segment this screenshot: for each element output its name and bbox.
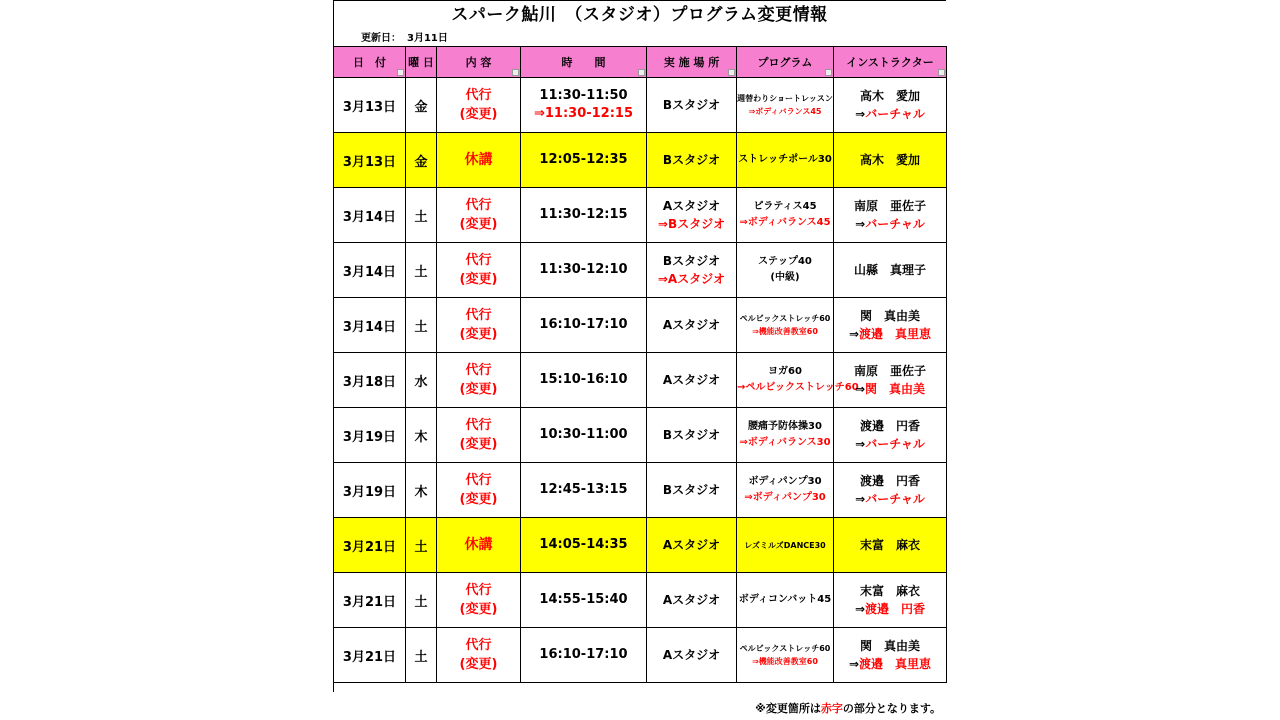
program-original: 腰痛予防体操30	[748, 421, 822, 432]
location-cell	[647, 408, 737, 463]
location-original: Aスタジオ	[662, 318, 721, 332]
page-title: スパーク鮎川 （スタジオ）プログラム変更情報	[451, 5, 828, 25]
date-cell	[334, 298, 406, 353]
instructor-changed: ⇒バーチャル	[855, 107, 925, 121]
program-original: ステップ40	[758, 256, 812, 267]
table-row	[334, 188, 947, 243]
header-content[interactable]: 内 容	[437, 47, 521, 78]
content-note: (変更)	[459, 437, 498, 452]
time-cell	[521, 133, 647, 188]
table-row	[334, 408, 947, 463]
time-original: 11:30-11:50	[539, 88, 628, 103]
program-cell	[737, 298, 834, 353]
dow-text: 木	[414, 429, 428, 445]
date-cell	[334, 353, 406, 408]
location-cell	[647, 463, 737, 518]
program-cell	[737, 628, 834, 683]
program-changed: ⇒ボディバランス45	[748, 107, 822, 116]
date-text: 3月18日	[342, 374, 397, 390]
location-original: Bスタジオ	[662, 98, 721, 112]
content-cell	[437, 298, 521, 353]
date-cell	[334, 628, 406, 683]
program-original: ストレッチポール30	[738, 154, 832, 165]
content-cell	[437, 353, 521, 408]
date-text: 3月14日	[342, 264, 397, 280]
header-date[interactable]: 日 付	[334, 47, 406, 78]
program-cell	[737, 353, 859, 408]
instructor-original: 渡邉 円香	[859, 419, 920, 433]
instructor-cell	[834, 408, 947, 463]
content-cell	[437, 133, 521, 188]
date-text: 3月13日	[342, 154, 397, 170]
instructor-cell	[834, 188, 947, 243]
filter-dropdown-icon[interactable]	[638, 69, 645, 76]
dow-text: 土	[414, 264, 428, 280]
location-cell	[647, 188, 737, 243]
instructor-original: 南原 亜佐子	[853, 199, 926, 213]
content-type: 代行	[465, 253, 492, 268]
dow-text: 金	[414, 99, 428, 115]
location-original: Aスタジオ	[662, 373, 721, 387]
dow-cell	[406, 188, 437, 243]
dow-text: 土	[414, 594, 428, 610]
instructor-original: 関 真由美	[859, 639, 920, 653]
date-text: 3月21日	[342, 649, 397, 665]
table-row	[334, 628, 947, 683]
date-cell	[334, 188, 406, 243]
instructor-cell	[834, 463, 947, 518]
instructor-changed: ⇒渡邉 円香	[854, 602, 926, 616]
table-row	[334, 298, 947, 353]
program-original: ボディパンプ30	[748, 476, 822, 487]
date-text: 3月19日	[342, 429, 397, 445]
time-cell	[521, 573, 647, 628]
dow-text: 土	[414, 539, 428, 555]
filter-dropdown-icon[interactable]	[397, 69, 404, 76]
date-text: 3月19日	[342, 484, 397, 500]
table-row	[334, 78, 947, 133]
header-instructor[interactable]: インストラクター	[834, 47, 947, 78]
content-cell	[437, 573, 521, 628]
program-changed: ⇒機能改善教室60	[752, 657, 818, 666]
dow-cell	[406, 133, 437, 188]
instructor-changed: ⇒渡邉 真里恵	[848, 657, 932, 671]
content-note: (変更)	[459, 217, 498, 232]
instructor-cell	[834, 573, 947, 628]
dow-cell	[406, 628, 437, 683]
content-type: 休講	[464, 536, 493, 553]
updated-value: 3月11日	[407, 33, 448, 44]
location-cell	[647, 573, 737, 628]
header-dow[interactable]: 曜 日	[406, 47, 437, 78]
time-original: 11:30-12:15	[539, 207, 628, 222]
location-original: Aスタジオ	[662, 648, 721, 662]
table-row	[334, 243, 947, 298]
table-row	[334, 133, 947, 188]
program-original: ボディコンバット45	[738, 594, 832, 605]
date-text: 3月14日	[342, 319, 397, 335]
program-original: ペルビックストレッチ60	[739, 314, 831, 323]
location-original: Bスタジオ	[662, 483, 721, 497]
instructor-original: 高木 愛加	[859, 153, 920, 167]
program-changed: ⇒ボディバランス30	[739, 437, 831, 448]
instructor-cell	[834, 298, 947, 353]
instructor-changed: ⇒バーチャル	[855, 492, 925, 506]
location-changed: ⇒Bスタジオ	[657, 217, 726, 231]
date-cell	[334, 408, 406, 463]
dow-cell	[406, 573, 437, 628]
dow-text: 木	[414, 484, 428, 500]
program-changed: (中級)	[770, 272, 800, 283]
location-cell	[647, 353, 737, 408]
date-cell	[334, 243, 406, 298]
location-cell	[647, 628, 737, 683]
content-type: 代行	[465, 88, 492, 103]
content-cell	[437, 188, 521, 243]
time-original: 11:30-12:10	[539, 262, 628, 277]
program-cell	[737, 573, 834, 628]
instructor-cell	[834, 353, 947, 408]
location-cell	[647, 133, 737, 188]
content-cell	[437, 463, 521, 518]
content-type: 休講	[464, 151, 493, 168]
footnote: ※変更箇所は赤字の部分となります。	[755, 702, 941, 715]
table-row	[334, 573, 947, 628]
dow-text: 土	[414, 319, 428, 335]
time-cell	[521, 518, 647, 573]
sheet-top-border	[333, 0, 946, 1]
program-cell	[737, 133, 834, 188]
content-note: (変更)	[459, 657, 498, 672]
program-cell	[737, 243, 834, 298]
content-type: 代行	[465, 198, 492, 213]
content-type: 代行	[465, 583, 492, 598]
location-original: Aスタジオ	[662, 199, 721, 213]
program-cell	[737, 408, 834, 463]
location-cell	[647, 243, 737, 298]
time-original: 16:10-17:10	[539, 647, 628, 662]
filter-dropdown-icon[interactable]	[938, 69, 945, 76]
program-original: ヨガ60	[768, 366, 802, 377]
content-note: (変更)	[459, 272, 498, 287]
content-type: 代行	[465, 418, 492, 433]
content-cell	[437, 628, 521, 683]
header-time[interactable]: 時 間	[521, 47, 647, 78]
instructor-changed: ⇒バーチャル	[855, 437, 925, 451]
instructor-original: 関 真由美	[859, 309, 920, 323]
filter-dropdown-icon[interactable]	[512, 69, 519, 76]
program-changed: ⇒機能改善教室60	[752, 327, 818, 336]
dow-cell	[406, 243, 437, 298]
dow-text: 水	[414, 374, 428, 390]
content-cell	[437, 408, 521, 463]
content-type: 代行	[465, 473, 492, 488]
location-original: Bスタジオ	[662, 254, 721, 268]
filter-dropdown-icon[interactable]	[728, 69, 735, 76]
location-original: Bスタジオ	[662, 153, 721, 167]
program-changed: ⇒ボディバランス45	[739, 217, 831, 228]
time-cell	[521, 78, 647, 133]
time-original: 15:10-16:10	[539, 372, 628, 387]
instructor-cell	[834, 243, 947, 298]
location-original: Aスタジオ	[662, 593, 721, 607]
time-changed: ⇒11:30-12:15	[533, 106, 634, 121]
header-row	[334, 47, 947, 78]
instructor-original: 山縣 真理子	[853, 263, 926, 277]
program-cell	[737, 78, 834, 133]
table-row	[334, 353, 947, 408]
schedule-rows	[334, 78, 947, 683]
dow-cell	[406, 353, 437, 408]
time-cell	[521, 463, 647, 518]
dow-text: 金	[414, 154, 428, 170]
content-note: (変更)	[459, 382, 498, 397]
program-cell	[737, 188, 834, 243]
time-cell	[521, 408, 647, 463]
dow-cell	[406, 463, 437, 518]
dow-text: 土	[414, 209, 428, 225]
time-original: 16:10-17:10	[539, 317, 628, 332]
dow-cell	[406, 518, 437, 573]
date-cell	[334, 78, 406, 133]
date-cell	[334, 133, 406, 188]
time-original: 12:05-12:35	[539, 152, 628, 167]
content-cell	[437, 243, 521, 298]
instructor-original: 末富 麻衣	[859, 538, 920, 552]
program-original: レズミルズDANCE30	[744, 540, 826, 550]
content-note: (変更)	[459, 492, 498, 507]
date-cell	[334, 518, 406, 573]
date-text: 3月14日	[342, 209, 397, 225]
header-location[interactable]: 実 施 場 所	[647, 47, 737, 78]
instructor-original: 南原 亜佐子	[853, 364, 926, 378]
updated-date	[361, 33, 454, 45]
instructor-cell	[834, 78, 947, 133]
table-row	[334, 463, 947, 518]
date-text: 3月21日	[342, 539, 397, 555]
program-cell	[737, 518, 834, 573]
date-cell	[334, 463, 406, 518]
location-cell	[647, 298, 737, 353]
instructor-original: 渡邉 円香	[859, 474, 920, 488]
instructor-changed: ⇒バーチャル	[855, 217, 925, 231]
header-program[interactable]: プログラム	[737, 47, 834, 78]
updated-label: 更新日：	[361, 33, 401, 44]
dow-text: 土	[414, 649, 428, 665]
location-changed: ⇒Aスタジオ	[657, 272, 726, 286]
time-original: 12:45-13:15	[539, 482, 628, 497]
program-cell	[737, 463, 834, 518]
instructor-cell	[834, 518, 947, 573]
location-original: Bスタジオ	[662, 428, 721, 442]
time-cell	[521, 353, 647, 408]
filter-dropdown-icon[interactable]	[825, 69, 832, 76]
schedule-sheet	[333, 0, 946, 720]
time-cell	[521, 628, 647, 683]
instructor-cell	[834, 133, 947, 188]
date-text: 3月13日	[342, 99, 397, 115]
program-original: 週替わりショートレッスン	[737, 94, 833, 103]
content-type: 代行	[465, 308, 492, 323]
content-type: 代行	[465, 363, 492, 378]
location-original: Aスタジオ	[662, 538, 721, 552]
location-cell	[647, 518, 737, 573]
program-changed: ⇒ボディパンプ30	[744, 492, 826, 503]
content-cell	[437, 518, 521, 573]
table-row	[334, 518, 947, 573]
date-text: 3月21日	[342, 594, 397, 610]
time-cell	[521, 243, 647, 298]
program-original: ピラティス45	[753, 201, 817, 212]
content-note: (変更)	[459, 107, 498, 122]
time-original: 14:55-15:40	[539, 592, 628, 607]
instructor-changed: ⇒関 真由美	[854, 382, 926, 396]
instructor-cell	[834, 628, 947, 683]
date-cell	[334, 573, 406, 628]
dow-cell	[406, 298, 437, 353]
time-original: 10:30-11:00	[539, 427, 628, 442]
program-original: ペルビックストレッチ60	[739, 644, 831, 653]
dow-cell	[406, 408, 437, 463]
content-note: (変更)	[459, 327, 498, 342]
program-changed: →ペルビックストレッチ60	[737, 382, 859, 393]
location-cell	[647, 78, 737, 133]
instructor-changed: ⇒渡邉 真里恵	[848, 327, 932, 341]
content-note: (変更)	[459, 602, 498, 617]
time-cell	[521, 298, 647, 353]
dow-cell	[406, 78, 437, 133]
instructor-original: 末富 麻衣	[859, 584, 920, 598]
content-cell	[437, 78, 521, 133]
schedule-table	[333, 46, 947, 683]
instructor-original: 高木 愛加	[859, 89, 920, 103]
content-type: 代行	[465, 638, 492, 653]
time-cell	[521, 188, 647, 243]
time-original: 14:05-14:35	[539, 537, 628, 552]
